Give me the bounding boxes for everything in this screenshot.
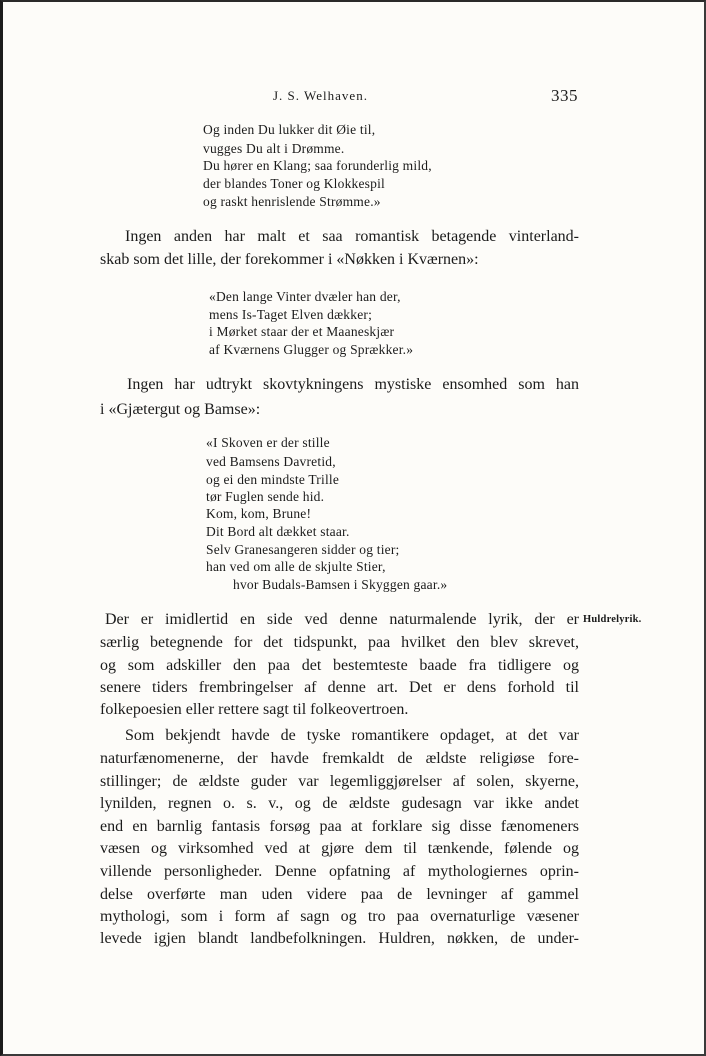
verse-line: hvor Budals-Bamsen i Skyggen gaar.» [233, 577, 448, 592]
verse-line: mens Is-Taget Elven dækker; [209, 307, 373, 322]
prose-line: i «Gjætergut og Bamse»: [100, 401, 261, 418]
verse-line: han ved om alle de skjulte Stier, [206, 559, 386, 574]
prose-line: delse overførte man uden videre paa de levninger af gammel [100, 886, 579, 903]
verse-line: Kom, kom, Brune! [206, 506, 312, 521]
prose-line: mythologi, som i form af sagn og tro paa overnaturlige væsener [100, 908, 579, 925]
prose-line: Ingen anden har malt et saa romantisk betagende vinterland- [125, 228, 579, 245]
verse-line: Og inden Du lukker dit Øie til, [203, 122, 376, 137]
verse-line: der blandes Toner og Klokkespil [203, 176, 385, 191]
prose-line: senere tiders frembringelser af denne art. Det er dens forhold til [100, 679, 579, 696]
verse-line: vugges Du alt i Drømme. [203, 141, 345, 156]
verse-line: «I Skoven er der stille [206, 435, 330, 450]
verse-line: «Den lange Vinter dvæler han der, [209, 289, 401, 304]
prose-line: end en barnlig fantasis forsøg paa at forklare sig disse fænomeners [100, 818, 579, 835]
prose-line: Som bekjendt havde de tyske romantikere opdaget, at det var [125, 727, 579, 744]
verse-line: og ei den mindste Trille [206, 472, 340, 487]
verse-line: Selv Granesangeren sidder og tier; [206, 542, 400, 557]
verse-line: Dit Bord alt dækket staar. [206, 524, 350, 539]
verse-line: Du hører en Klang; saa forunderlig mild, [203, 158, 432, 173]
prose-line: levede igjen blandt landbefolkningen. Huldren, nøkken, de under- [100, 930, 579, 947]
prose-line: Ingen har udtrykt skovtykningens mystiske ensomhed som han [127, 376, 579, 393]
prose-line: og som adskiller den paa det bestemteste baade fra tidligere og [100, 657, 579, 674]
verse-line: i Mørket staar der et Maaneskjær [209, 324, 395, 339]
verse-line: ved Bamsens Davretid, [206, 454, 336, 469]
prose-line: Der er imidlertid en side ved denne naturmalende lyrik, der er [105, 611, 579, 628]
page-number: 335 [551, 86, 578, 105]
prose-line: særlig betegnende for det tidspunkt, paa hvilket den blev skrevet, [100, 634, 579, 651]
prose-line: væsen og virksomhed ved at gjøre dem til tænkende, følende og [100, 840, 579, 857]
prose-line: naturfænomenerne, der havde fremkaldt de ældste religiøse fore- [100, 750, 579, 767]
marginal-note: Huldrelyrik. [583, 614, 642, 625]
verse-line: af Kværnens Glugger og Sprækker.» [209, 342, 414, 357]
verse-line: og raskt henrislende Strømme.» [203, 194, 381, 209]
prose-line: skab som det lille, der forekommer i «Nøkken i Kværnen»: [100, 251, 479, 268]
prose-line: villende personligheder. Denne opfatning af mythologiernes oprin- [100, 863, 579, 880]
prose-line: stillinger; de ældste guder var legemliggjørelser af solen, skyerne, [100, 773, 579, 790]
running-title: J. S. Welhaven. [273, 88, 368, 103]
prose-line: folkepoesien eller rettere sagt til folkeovertroen. [100, 701, 409, 718]
verse-line: tør Fuglen sende hid. [206, 489, 325, 504]
prose-line: lynilden, regnen o. s. v., og de ældste gudesagn var ikke andet [100, 795, 579, 812]
